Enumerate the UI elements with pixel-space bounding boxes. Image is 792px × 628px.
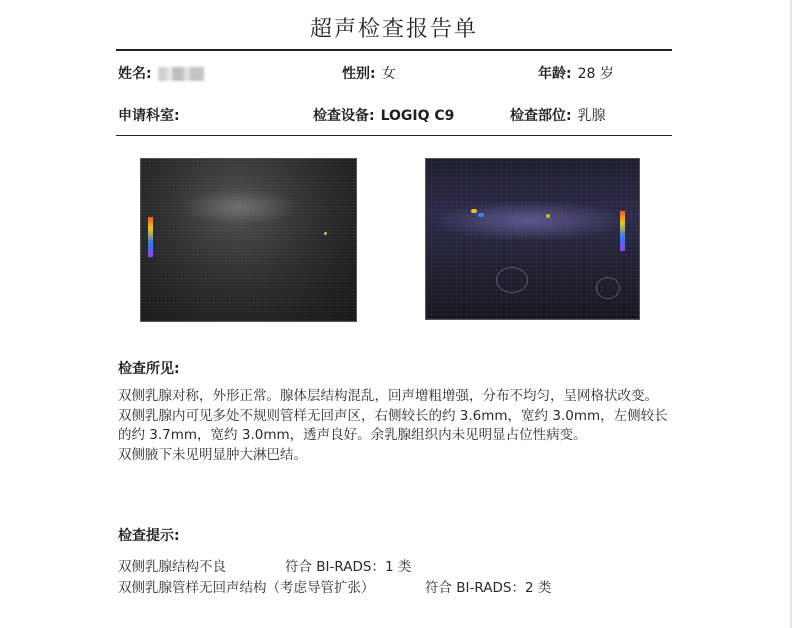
redacted-name	[158, 67, 204, 81]
patient-sex-field	[342, 63, 396, 83]
device-value: LOGIQ C9	[380, 108, 455, 124]
patient-sex-label: 性别:	[342, 66, 376, 82]
patient-name-label: 姓名:	[118, 66, 152, 82]
exam-site-field	[510, 105, 606, 125]
doppler-flow-signal	[471, 209, 477, 213]
impression-text: 双侧乳腺结构不良	[118, 559, 226, 575]
findings-paragraph: 双侧乳腺内可见多处不规则管样无回声区，右侧较长的约 3.6mm，宽约 3.0mm，左侧较长的约 3.7mm，宽约 3.0mm，透声良好。余乳腺组织内未见明显占位性病变。	[118, 407, 668, 443]
anechoic-structure	[596, 277, 620, 299]
exam-site-value: 乳腺	[577, 108, 606, 124]
findings-paragraph: 双侧腋下未见明显肿大淋巴结。	[118, 446, 307, 463]
doppler-flow-signal	[546, 214, 550, 218]
doppler-flow-signal	[478, 213, 484, 217]
tissue-band	[179, 189, 299, 225]
info-divider	[116, 135, 672, 136]
color-scale-bar	[620, 211, 625, 251]
report-title: 超声检查报告单	[309, 17, 478, 42]
impression-heading: 检查提示:	[118, 528, 180, 544]
department-field	[118, 105, 186, 125]
device-label: 检查设备:	[313, 108, 375, 124]
impression-item	[118, 576, 552, 596]
device-field	[313, 105, 454, 125]
patient-sex-value: 女	[381, 66, 396, 82]
ultrasound-color-doppler-image	[425, 158, 640, 320]
patient-age-label: 年龄:	[538, 66, 572, 82]
anechoic-structure	[496, 267, 528, 293]
findings-heading: 检查所见:	[118, 361, 180, 377]
header-divider	[116, 49, 672, 51]
impression-result: 符合 BI-RADS：1 类	[285, 559, 412, 575]
speckle-texture	[141, 159, 356, 321]
tissue-band	[434, 201, 624, 241]
impression-item	[118, 555, 412, 575]
findings-paragraph: 双侧乳腺对称，外形正常。腺体层结构混乱，回声增粗增强，分布不均匀，呈网格状改变。	[118, 388, 658, 404]
findings-text	[118, 387, 674, 465]
department-label: 申请科室:	[118, 108, 180, 124]
patient-age-value: 28 岁	[577, 66, 614, 82]
exam-site-label: 检查部位:	[510, 108, 572, 124]
ultrasound-grayscale-image	[140, 158, 357, 322]
focus-marker	[324, 232, 327, 235]
patient-age-field	[538, 63, 614, 83]
color-scale-bar	[148, 217, 153, 257]
impression-text: 双侧乳腺管样无回声结构（考虑导管扩张）	[118, 580, 375, 596]
patient-name-field	[118, 63, 204, 83]
impression-result: 符合 BI-RADS：2 类	[425, 580, 552, 596]
